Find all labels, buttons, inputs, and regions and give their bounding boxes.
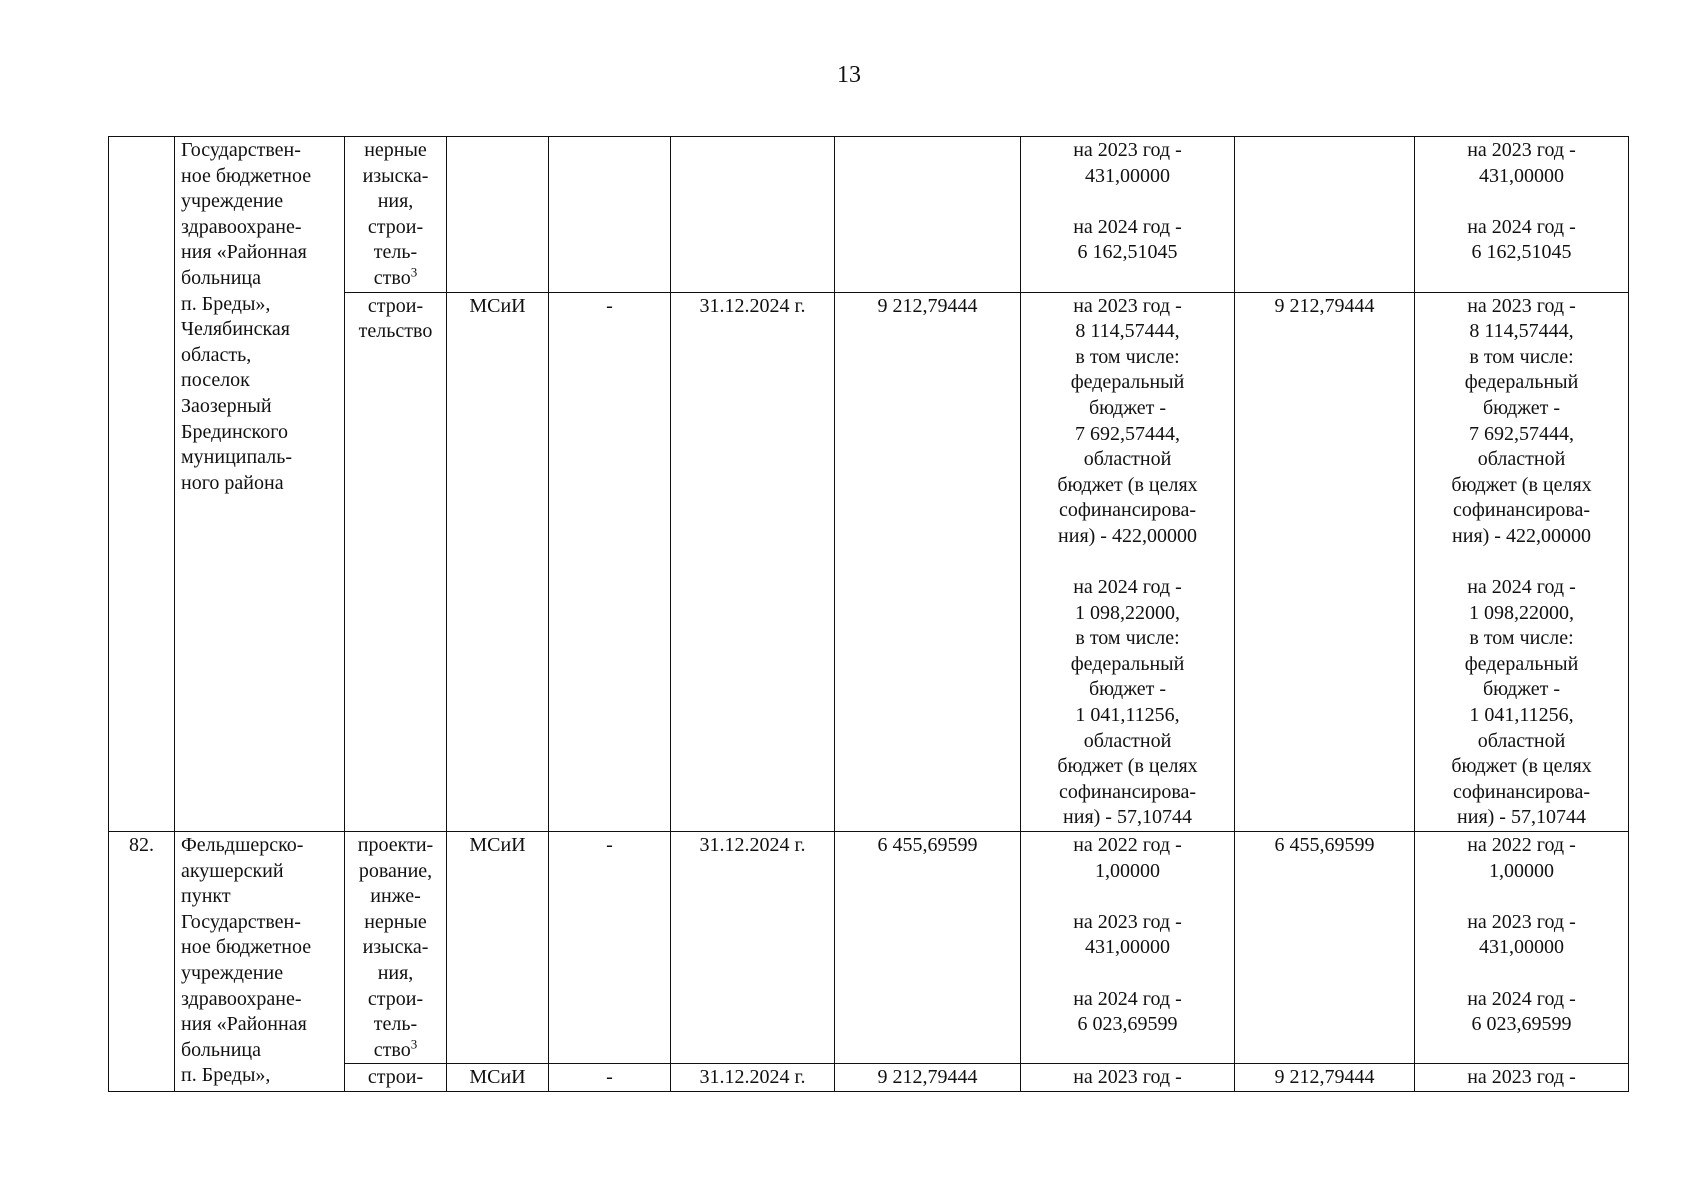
work-type-cell bbox=[345, 832, 447, 1064]
dash-cell: - bbox=[549, 832, 671, 1064]
limit-cell bbox=[1235, 137, 1415, 293]
row-number-cell: 82. bbox=[109, 832, 175, 1092]
financing-total-cell: на 2023 год - 8 114,57444, в том числе: федеральный бюджет - 7 692,57444, областной бюджет (в целях софинансирова- ния) - 422,00000 на 2024 год - 1 098,22000, в том числе: федеральный бюджет - 1 041,11256, областной бюджет (в целях софинансирова- ния) - 57,10744 bbox=[1415, 292, 1629, 831]
dash-cell: - bbox=[549, 1064, 671, 1092]
table-row bbox=[109, 832, 1629, 1064]
financing-cell: на 2023 год - 431,00000 на 2024 год - 6 162,51045 bbox=[1021, 137, 1235, 293]
limit-cell: 9 212,79444 bbox=[1235, 1064, 1415, 1092]
customer-cell bbox=[447, 137, 549, 293]
object-name-cell: Государствен- ное бюджетное учреждение здравоохране- ния «Районная больница п. Бреды», Челябинская область, поселок Заозерный Брединского муниципаль- ного района bbox=[175, 137, 345, 832]
customer-cell: МСиИ bbox=[447, 832, 549, 1064]
page-number: 13 bbox=[837, 62, 861, 88]
financing-total-cell: на 2023 год - bbox=[1415, 1064, 1629, 1092]
financing-total-cell: на 2022 год - 1,00000 на 2023 год - 431,00000 на 2024 год - 6 023,69599 bbox=[1415, 832, 1629, 1064]
table-row bbox=[109, 137, 1629, 293]
financing-cell: на 2023 год - 8 114,57444, в том числе: федеральный бюджет - 7 692,57444, областной бюджет (в целях софинансирова- ния) - 422,00000 на 2024 год - 1 098,22000, в том числе: федеральный бюджет - 1 041,11256, областной бюджет (в целях софинансирова- ния) - 57,10744 bbox=[1021, 292, 1235, 831]
row-number-cell bbox=[109, 137, 175, 832]
estimated-cost-cell: 9 212,79444 bbox=[835, 292, 1021, 831]
financing-total-cell: на 2023 год - 431,00000 на 2024 год - 6 162,51045 bbox=[1415, 137, 1629, 293]
work-type-text: нерные изыска- ния, строи- тель- ство bbox=[362, 139, 429, 289]
financing-cell: на 2023 год - bbox=[1021, 1064, 1235, 1092]
object-name-cell: Фельдшерско- акушерский пункт Государствен- ное бюджетное учреждение здравоохране- ния «Районная больница п. Бреды», bbox=[175, 832, 345, 1092]
work-type-text: строи- тельство bbox=[358, 294, 433, 343]
deadline-cell: 31.12.2024 г. bbox=[671, 1064, 835, 1092]
work-type-cell bbox=[345, 292, 447, 831]
investment-objects-table bbox=[108, 136, 1629, 1092]
work-type-cell bbox=[345, 1064, 447, 1092]
footnote-mark: 3 bbox=[410, 264, 418, 280]
limit-cell: 9 212,79444 bbox=[1235, 292, 1415, 831]
customer-cell: МСиИ bbox=[447, 292, 549, 831]
dash-cell: - bbox=[549, 292, 671, 831]
dash-cell bbox=[549, 137, 671, 293]
work-type-text: проекти- рование, инже- нерные изыска- ния, строи- тель- ство bbox=[357, 834, 434, 1061]
deadline-cell bbox=[671, 137, 835, 293]
customer-cell: МСиИ bbox=[447, 1064, 549, 1092]
deadline-cell: 31.12.2024 г. bbox=[671, 832, 835, 1064]
financing-cell: на 2022 год - 1,00000 на 2023 год - 431,00000 на 2024 год - 6 023,69599 bbox=[1021, 832, 1235, 1064]
estimated-cost-cell: 9 212,79444 bbox=[835, 1064, 1021, 1092]
estimated-cost-cell: 6 455,69599 bbox=[835, 832, 1021, 1064]
estimated-cost-cell bbox=[835, 137, 1021, 293]
work-type-cell bbox=[345, 137, 447, 293]
footnote-mark: 3 bbox=[410, 1036, 418, 1052]
work-type-text: строи- bbox=[367, 1066, 424, 1089]
limit-cell: 6 455,69599 bbox=[1235, 832, 1415, 1064]
deadline-cell: 31.12.2024 г. bbox=[671, 292, 835, 831]
